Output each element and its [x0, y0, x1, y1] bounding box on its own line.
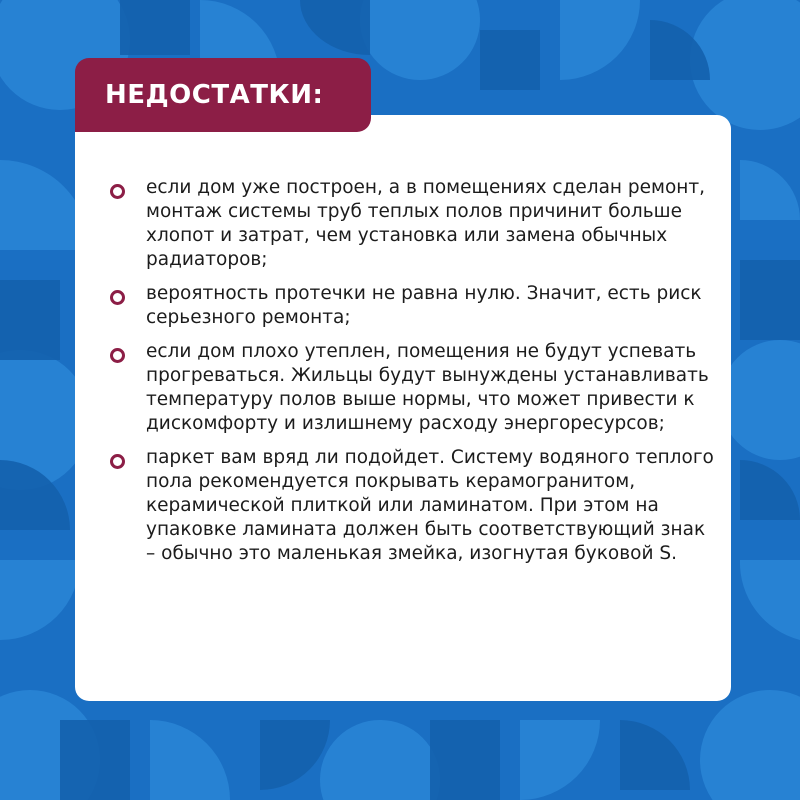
bullet-circle-icon [110, 454, 125, 469]
list-item-text: паркет вам вряд ли подойдет. Систему водяного теплого пола рекомендуется покрывать керамогранитом, керамической плиткой или ламинатом. При этом на упаковке ламината должен быть соответствующий знак – обычно это маленькая змейка, изогнутая буковой S. [146, 447, 714, 564]
bg-square [480, 30, 540, 90]
bullet-circle-icon [110, 184, 125, 199]
header-banner [75, 58, 371, 132]
bullet-circle-icon [110, 290, 125, 305]
list-item [108, 282, 718, 330]
bg-square [430, 720, 500, 800]
bg-square [120, 0, 190, 55]
bg-square [0, 280, 60, 360]
bg-square [740, 260, 800, 340]
list-item [108, 446, 718, 566]
disadvantages-list [108, 176, 718, 576]
bullet-circle-icon [110, 348, 125, 363]
list-item-text: если дом уже построен, а в помещениях сделан ремонт, монтаж системы труб теплых полов причинит больше хлопот и затрат, чем установка или замена обычных радиаторов; [146, 177, 706, 270]
list-item-text: если дом плохо утеплен, помещения не будут успевать прогреваться. Жильцы будут вынуждены устанавливать температуру полов выше нормы, что может привести к дискомфорту и излишнему расходу энергоресурсов; [146, 341, 709, 434]
list-item [108, 340, 718, 436]
header-title: НЕДОСТАТКИ: [105, 80, 324, 110]
list-item [108, 176, 718, 272]
bg-square [60, 720, 130, 800]
list-item-text: вероятность протечки не равна нулю. Значит, есть риск серьезного ремонта; [146, 283, 702, 328]
